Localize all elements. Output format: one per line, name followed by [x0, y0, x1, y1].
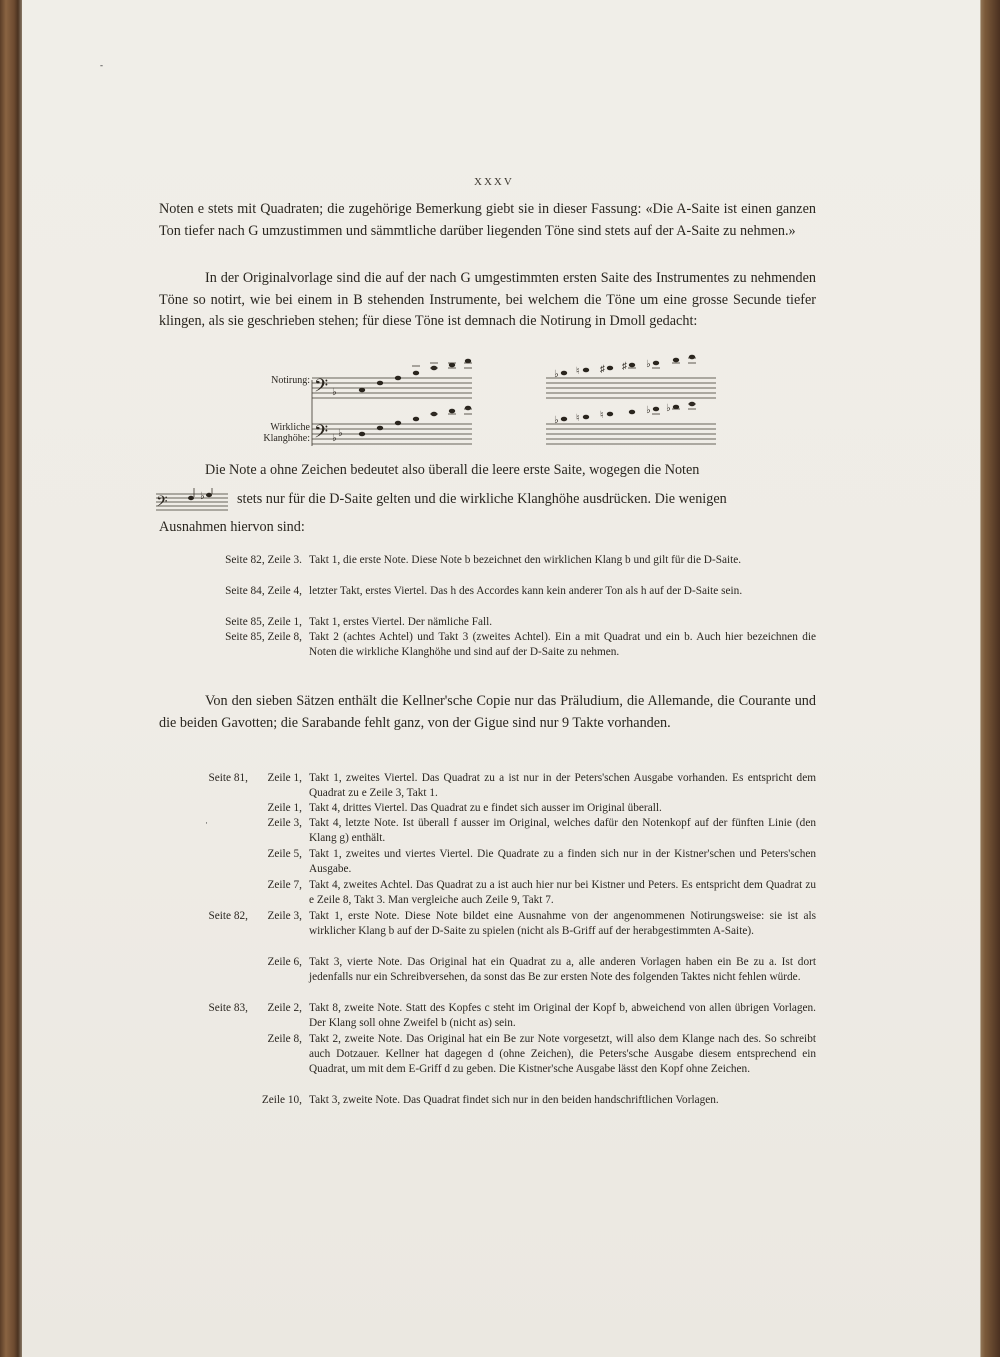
note-text: Takt 4, drittes Viertel. Das Quadrat zu e findet sich ausser im Original überall.: [309, 802, 662, 814]
note-line: Zeile 1,: [267, 772, 302, 784]
note-line: Zeile 10,: [261, 1094, 302, 1106]
note-text: Takt 1, erste Note. Diese Note bildet eine Ausnahme von der angenommenen Notirungsweise: sie ist als wirklicher Klang b auf der D-Saite zu spielen (nicht als B-Griff auf der herabgestimmten A-Saite).: [309, 910, 816, 938]
svg-text:♭: ♭: [554, 369, 559, 380]
note-line: Zeile 3,: [267, 817, 302, 829]
note-page: Seite 82,: [208, 910, 248, 922]
exception-text: Takt 1, die erste Note. Diese Note b bezeichnet den wirklichen Klang b und gilt für die D-Saite.: [309, 554, 742, 566]
note-line: Zeile 3,: [267, 910, 302, 922]
svg-text:♭: ♭: [200, 491, 205, 502]
sound-label: Wirkliche Klanghöhe:: [263, 422, 310, 444]
svg-text:♭: ♭: [646, 405, 651, 416]
note-text: Takt 4, zweites Achtel. Das Quadrat zu a ist auch hier nur bei Kistner und Peters. Es entspricht dem Quadrat zu e Zeile 8, Takt 3. Man vergleiche auch Zeile 9, Takt 7.: [309, 879, 816, 907]
stray-mark: -: [100, 60, 103, 70]
notation-paragraph: In der Originalvorlage sind die auf der nach G umgestimmten ersten Saite des Instrumentes zu nehmenden Töne so notirt, wie bei einem in B stehenden Instrumente, bei welchem die Töne um eine grosse Secunde tiefer klingen, als sie geschrieben stehen; für diese Töne ist demnach die Notirung in Dmoll gedacht:: [159, 270, 816, 329]
exception-ref: Seite 82, Zeile 3.: [225, 554, 302, 566]
stray-mark: ·: [205, 818, 208, 828]
exception-text: Takt 2 (achtes Achtel) und Takt 3 (zweites Achtel). Ein a mit Quadrat und ein b. Auch hier bezeichnen die Noten die wirkliche Klanghöhe und sind auf der D-Saite zu nehmen.: [309, 631, 816, 659]
svg-text:♮: ♮: [576, 413, 580, 424]
exception-text: Takt 1, erstes Viertel. Der nämliche Fall.: [309, 616, 493, 628]
svg-text:♮: ♮: [576, 366, 580, 377]
svg-text:𝄢: 𝄢: [314, 375, 329, 400]
note-text: Takt 1, zweites und viertes Viertel. Die Quadrate zu a finden sich nur in der Kistner'schen und Peters'schen Ausgabe.: [309, 848, 816, 876]
svg-text:♭: ♭: [332, 433, 337, 444]
note-meaning-line-1: Die Note a ohne Zeichen bedeutet also überall die leere erste Saite, wogegen die Noten: [205, 462, 700, 478]
note-text: Takt 4, letzte Note. Ist überall f ausser im Original, welches dafür den Notenkopf auf der fünften Linie (den Klang g) enthält.: [309, 817, 816, 845]
note-meaning-line-3: Ausnahmen hiervon sind:: [159, 519, 305, 535]
svg-text:♯: ♯: [622, 361, 627, 372]
svg-text:♭: ♭: [338, 428, 343, 439]
svg-text:𝄢: 𝄢: [156, 493, 168, 513]
page-number: XXXV: [474, 176, 514, 188]
intro-paragraph: Noten e stets mit Quadraten; die zugehörige Bemerkung giebt sie in dieser Fassung: «Die A-Saite ist einen ganzen Ton tiefer nach G umzustimmen und sämmtliche darüber liegenden Töne sind stets auf der A-Saite zu nehmen.»: [159, 201, 816, 239]
note-page: Seite 83,: [208, 1002, 248, 1014]
svg-text:♭: ♭: [666, 403, 671, 414]
svg-text:♭: ♭: [646, 359, 651, 370]
svg-text:♭: ♭: [554, 415, 559, 426]
exception-ref: Seite 85, Zeile 1,: [225, 616, 302, 628]
note-line: Zeile 2,: [267, 1002, 302, 1014]
exception-ref: Seite 85, Zeile 8,: [225, 631, 302, 643]
page-sheet: [22, 0, 981, 1357]
note-page: Seite 81,: [208, 772, 248, 784]
svg-text:♯: ♯: [600, 364, 605, 375]
note-line: Zeile 8,: [267, 1033, 302, 1045]
note-line: Zeile 1,: [267, 802, 302, 814]
note-text: Takt 3, zweite Note. Das Quadrat findet sich nur in den beiden handschriftlichen Vorlagen.: [309, 1094, 719, 1106]
svg-text:♮: ♮: [600, 410, 604, 421]
svg-text:𝄢: 𝄢: [314, 421, 329, 446]
note-line: Zeile 6,: [267, 956, 302, 968]
note-text: Takt 3, vierte Note. Das Original hat ein Quadrat zu a, alle anderen Vorlagen haben ein Be zu a. Ist dort jedenfalls nur ein Schreibversehen, da sonst das Be zur ersten Note des folgenden Taktes nicht fehlen würde.: [309, 956, 816, 984]
note-line: Zeile 5,: [267, 848, 302, 860]
movements-paragraph: Von den sieben Sätzen enthält die Kellner'sche Copie nur das Präludium, die Allemande, die Courante und die beiden Gavotten; die Sarabande fehlt ganz, von der Gigue sind nur 9 Takte vorhanden.: [159, 693, 816, 731]
note-line: Zeile 7,: [267, 879, 302, 891]
notation-label: Notirung:: [271, 375, 310, 386]
note-text: Takt 1, zweites Viertel. Das Quadrat zu a ist nur in der Peters'schen Ausgabe vorhanden. Es entspricht dem Quadrat zu e Zeile 3, Takt 1.: [309, 772, 816, 800]
exception-text: letzter Takt, erstes Viertel. Das h des Accordes kann kein anderer Ton als h auf der D-Saite sein.: [309, 585, 743, 597]
exception-ref: Seite 84, Zeile 4,: [225, 585, 302, 597]
svg-text:♭: ♭: [332, 387, 337, 398]
note-text: Takt 8, zweite Note. Statt des Kopfes c steht im Original der Kopf b, abweichend von allen übrigen Vorlagen. Der Klang soll ohne Zweifel b (nicht as) sein.: [309, 1002, 816, 1030]
music-staves: [292, 350, 752, 450]
note-text: Takt 2, zweite Note. Das Original hat ein Be zur Note vorgesetzt, will also dem Klange nach des. So schreibt auch Dotzauer. Kellner hat dagegen d (ohne Zeichen), die Peters'sche Ausgabe diesem entsprechend ein Quadrat, um mit dem E-Griff d zu geben. Die Kistner'sche Ausgabe lässt den Kopf ohne Zeichen.: [309, 1033, 816, 1076]
note-meaning-line-2: stets nur für die D-Saite gelten und die wirkliche Klanghöhe ausdrücken. Die wenigen: [237, 491, 727, 507]
inline-notes-example: [152, 488, 232, 516]
